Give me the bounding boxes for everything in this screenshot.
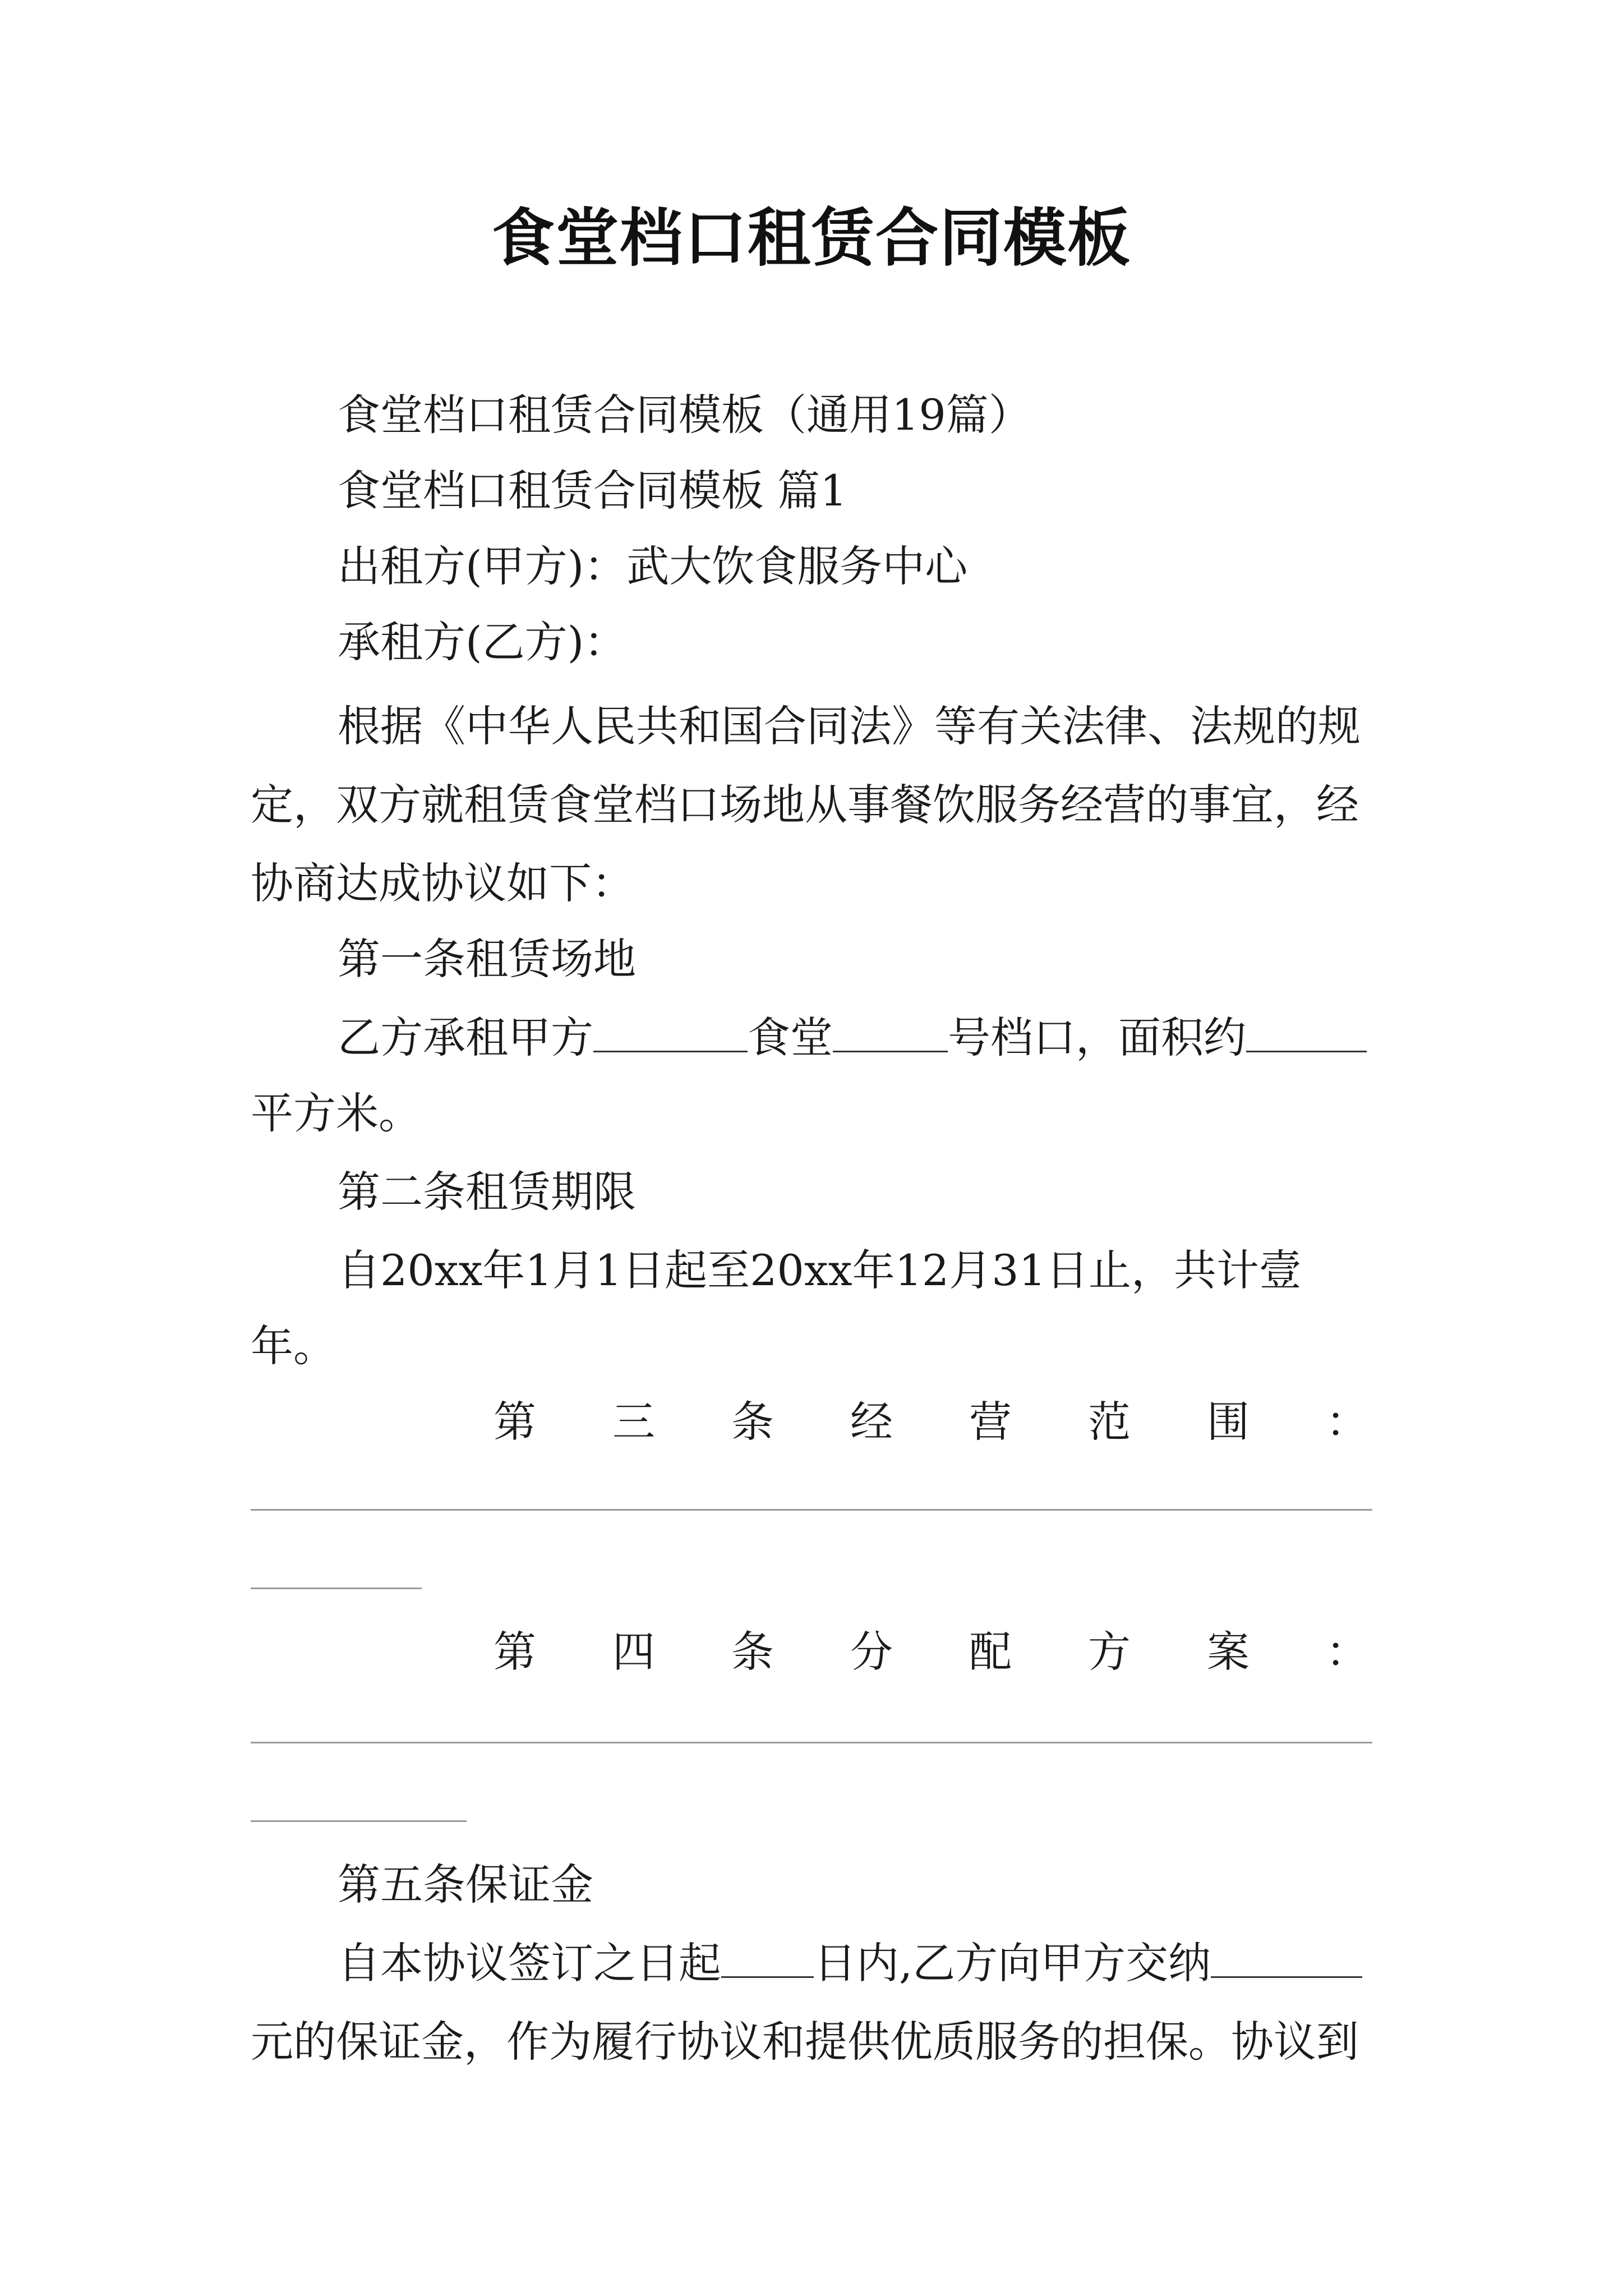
article3-char: 营: [969, 1397, 1012, 1447]
article4-blank-line-1: [251, 1742, 1372, 1743]
article3-char: ：: [1326, 1397, 1368, 1447]
lessor-line: 出租方(甲方)：武大饮食服务中心: [338, 541, 968, 591]
article1-text-a: 乙方承租甲方: [338, 1013, 593, 1062]
article1-line-2: 平方米。: [251, 1088, 421, 1138]
preamble-line-3: 协商达成协议如下：: [251, 858, 634, 908]
article3-char: 围: [1207, 1397, 1249, 1447]
blank-stall-number: [833, 1011, 948, 1052]
article4-char: 方: [1088, 1627, 1131, 1677]
article4-char: 条: [731, 1627, 774, 1677]
article4-char: ：: [1326, 1627, 1368, 1677]
article2-heading: 第二条租赁期限: [338, 1167, 636, 1217]
article5-heading: 第五条保证金: [338, 1860, 593, 1910]
article5-text-a: 自本协议签订之日起: [338, 1938, 721, 1988]
article3-char: 范: [1088, 1397, 1131, 1447]
article2-line-2: 年。: [251, 1321, 336, 1371]
article3-char: 条: [731, 1397, 774, 1447]
article4-char: 分: [850, 1627, 893, 1677]
article3-blank-line-1: [251, 1509, 1372, 1511]
article4-char: 配: [969, 1627, 1012, 1677]
article1-line-1: [338, 1010, 1389, 1066]
document-subtitle: 食堂档口租赁合同模板（通用19篇）: [338, 390, 1031, 440]
article5-line-1: [338, 1935, 1389, 1991]
article4-heading: [494, 1624, 1368, 1680]
part-heading: 食堂档口租赁合同模板 篇1: [338, 466, 847, 516]
article4-char: 四: [612, 1627, 655, 1677]
blank-area: [1246, 1011, 1367, 1052]
article4-blank-line-2: [251, 1820, 467, 1822]
article5-line-2: 元的保证金，作为履行协议和提供优质服务的担保。协议到: [251, 2017, 1359, 2067]
article2-line-1: 自20xx年1月1日起至20xx年12月31日止，共计壹: [338, 1245, 1302, 1295]
blank-days: [721, 1937, 814, 1978]
article4-char: 第: [494, 1627, 536, 1677]
article3-char: 第: [494, 1397, 536, 1447]
preamble-line-1: 根据《中华人民共和国合同法》等有关法律、法规的规: [338, 701, 1361, 751]
blank-deposit-amount: [1211, 1937, 1362, 1978]
article3-blank-line-2: [251, 1588, 422, 1589]
article1-text-b: 食堂: [748, 1013, 833, 1062]
article3-heading: [494, 1394, 1368, 1450]
article1-text-c: 号档口，面积约: [948, 1013, 1246, 1062]
article4-char: 案: [1207, 1627, 1249, 1677]
preamble-line-2: 定，双方就租赁食堂档口场地从事餐饮服务经营的事宜，经: [251, 780, 1359, 830]
blank-canteen-name: [593, 1011, 748, 1052]
lessee-line: 承租方(乙方)：: [338, 617, 627, 667]
article3-char: 经: [850, 1397, 893, 1447]
article3-char: 三: [612, 1397, 655, 1447]
document-title: 食堂档口租赁合同模板: [492, 202, 1131, 275]
article1-heading: 第一条租赁场地: [338, 934, 636, 984]
article5-text-b: 日内,乙方向甲方交纳: [814, 1938, 1211, 1988]
